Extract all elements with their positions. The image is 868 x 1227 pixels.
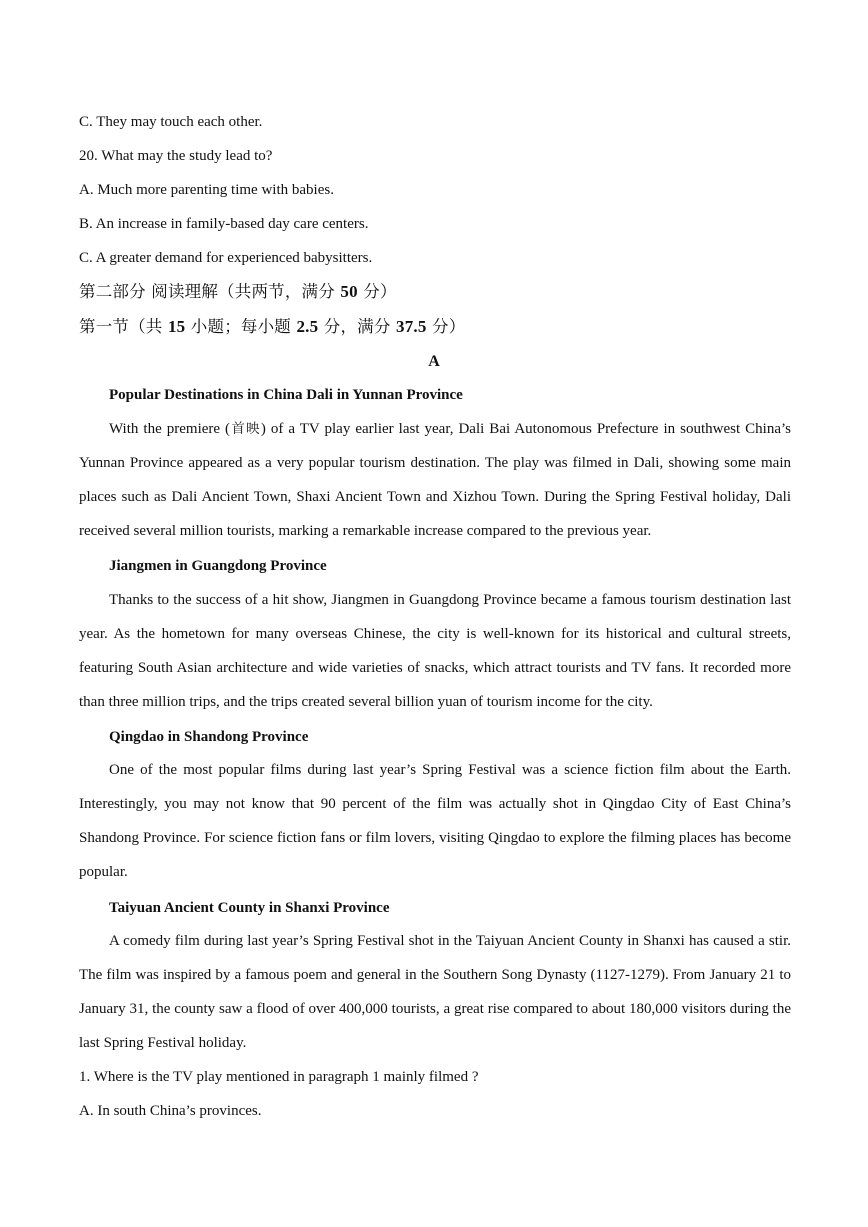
passage-title-dali: Popular Destinations in China Dali in Yunnan Province <box>109 387 463 403</box>
passage-letter: A <box>428 353 440 370</box>
question-1: 1. Where is the TV play mentioned in paragraph 1 mainly filmed ? <box>79 1069 479 1085</box>
paragraph-taiyuan: A comedy film during last year’s Spring Festival shot in the Taiyuan Ancient County in Shanxi has caused a stir. The film was inspired by a famous poem and general in the Southern Song Dynasty (1127-1279). From January 21 to January 31, the county saw a flood of over 400,000 tourists, a great rise compared to about 180,000 visitors during the last Spring Festival holiday. <box>79 933 791 1051</box>
paragraph-qingdao: One of the most popular films during last year’s Spring Festival was a science fiction film about the Earth. Interestingly, you may not know that 90 percent of the film was actually shot in Qingdao City of East China’s Shandong Province. For science fiction fans or film lovers, visiting Qingdao to explore the filming places has become popular. <box>79 762 791 880</box>
option-a-q20: A. Much more parenting time with babies. <box>79 182 334 198</box>
option-b-q20: B. An increase in family-based day care centers. <box>79 216 369 232</box>
option-a-q1: A. In south China’s provinces. <box>79 1103 262 1119</box>
paragraph-dali: With the premiere (首映) of a TV play earlier last year, Dali Bai Autonomous Prefecture in southwest China’s Yunnan Province appeared as a very popular tourism destination. The play was filmed in Dali, showing some main places such as Dali Ancient Town, Shaxi Ancient Town and Xizhou Town. During the Spring Festival holiday, Dali received several million tourists, marking a remarkable increase compared to the previous year. <box>79 421 792 539</box>
paragraph-jiangmen: Thanks to the success of a hit show, Jiangmen in Guangdong Province became a famous tourism destination last year. As the hometown for many overseas Chinese, the city is well-known for its historical and cultural streets, featuring South Asian architecture and wide varieties of snacks, which attract tourists and TV fans. It recorded more than three million trips, and the trips created several billion yuan of tourism income for the city. <box>79 592 791 710</box>
passage-title-taiyuan: Taiyuan Ancient County in Shanxi Province <box>109 900 390 916</box>
option-c-q19: C. They may touch each other. <box>79 114 263 130</box>
passage-title-jiangmen: Jiangmen in Guangdong Province <box>109 558 327 574</box>
section-one-heading: 第一节（共 15 小题；每小题 2.5 分，满分 37.5 分） <box>79 317 466 336</box>
question-20: 20. What may the study lead to? <box>79 148 273 164</box>
passage-title-qingdao: Qingdao in Shandong Province <box>109 729 309 745</box>
part-two-heading: 第二部分 阅读理解（共两节，满分 50 分） <box>79 282 397 301</box>
option-c-q20: C. A greater demand for experienced babysitters. <box>79 250 373 266</box>
